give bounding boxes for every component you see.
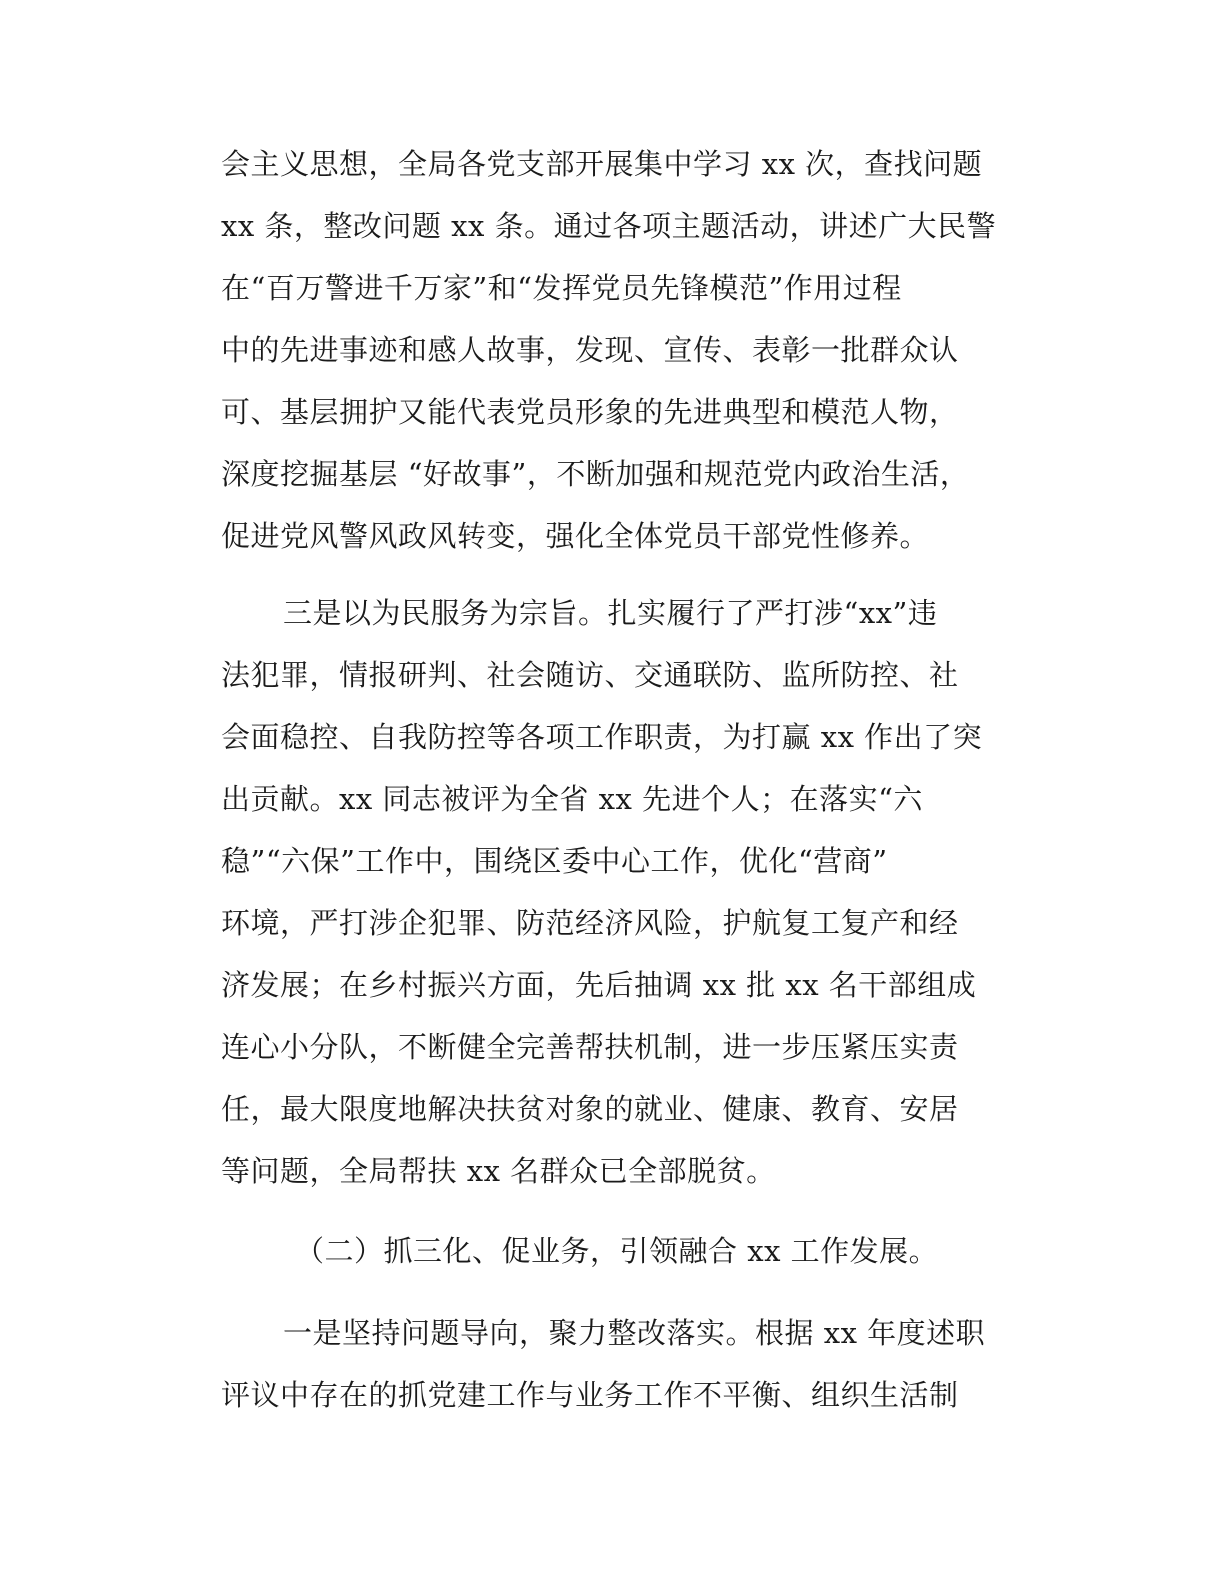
paragraph-line: 三是以为民服务为宗旨。扎实履行了严打涉“xx”违 bbox=[283, 596, 938, 630]
paragraph-line: 促进党风警风政风转变，强化全体党员干部党性修养。 bbox=[221, 519, 930, 553]
paragraph-line: 中的先进事迹和感人故事，发现、宣传、表彰一批群众认 bbox=[221, 333, 959, 367]
paragraph-line: 出贡献。xx 同志被评为全省 xx 先进个人；在落实“六 bbox=[221, 782, 923, 816]
heading-line: （二）抓三化、促业务，引领融合 xx 工作发展。 bbox=[295, 1234, 939, 1268]
paragraph-1 bbox=[221, 133, 1051, 567]
paragraph-line: 稳”“六保”工作中，围绕区委中心工作，优化“营商” bbox=[221, 844, 888, 878]
paragraph-line: 会面稳控、自我防控等各项工作职责，为打赢 xx 作出了突 bbox=[221, 720, 983, 754]
paragraph-line: xx 条，整改问题 xx 条。通过各项主题活动，讲述广大民警 bbox=[221, 209, 997, 243]
paragraph-3 bbox=[221, 1302, 1051, 1426]
paragraph-line: 法犯罪，情报研判、社会随访、交通联防、监所防控、社 bbox=[221, 658, 959, 692]
section-heading bbox=[221, 1220, 1051, 1282]
paragraph-line: 等问题，全局帮扶 xx 名群众已全部脱贫。 bbox=[221, 1154, 776, 1188]
paragraph-line: 深度挖掘基层 “好故事”，不断加强和规范党内政治生活， bbox=[221, 457, 970, 491]
paragraph-line: 连心小分队，不断健全完善帮扶机制，进一步压紧压实责 bbox=[221, 1030, 959, 1064]
paragraph-line: 一是坚持问题导向，聚力整改落实。根据 xx 年度述职 bbox=[283, 1316, 986, 1350]
paragraph-2 bbox=[221, 582, 1051, 1202]
paragraph-line: 在“百万警进千万家”和“发挥党员先锋模范”作用过程 bbox=[221, 271, 902, 305]
paragraph-line: 评议中存在的抓党建工作与业务工作不平衡、组织生活制 bbox=[221, 1378, 959, 1412]
paragraph-line: 可、基层拥护又能代表党员形象的先进典型和模范人物， bbox=[221, 395, 959, 429]
paragraph-line: 济发展；在乡村振兴方面，先后抽调 xx 批 xx 名干部组成 bbox=[221, 968, 977, 1002]
paragraph-line: 任，最大限度地解决扶贫对象的就业、健康、教育、安居 bbox=[221, 1092, 959, 1126]
paragraph-line: 环境，严打涉企犯罪、防范经济风险，护航复工复产和经 bbox=[221, 906, 959, 940]
paragraph-line: 会主义思想，全局各党支部开展集中学习 xx 次，查找问题 bbox=[221, 147, 983, 181]
